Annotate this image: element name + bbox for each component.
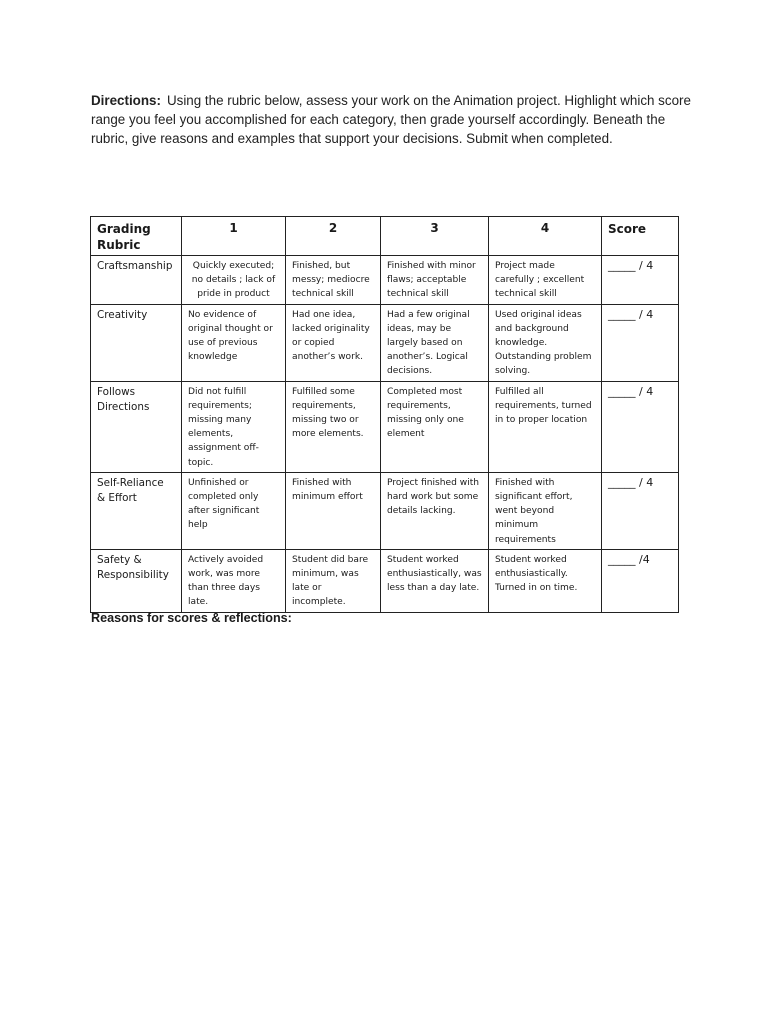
cell-creativity-2: Had one idea, lacked originality or copied another’s work.: [286, 304, 381, 381]
header-score-2: 2: [286, 217, 381, 256]
cell-self-reliance-4: Finished with significant effort, went beyond minimum requirements: [489, 472, 602, 549]
score-craftsmanship: _____ / 4: [602, 256, 679, 305]
score-creativity: _____ / 4: [602, 304, 679, 381]
directions-paragraph: [91, 91, 691, 148]
cell-craftsmanship-2: Finished, but messy; mediocre technical skill: [286, 256, 381, 305]
header-score-3: 3: [381, 217, 489, 256]
cell-safety-4: Student worked enthusiastically. Turned in on time.: [489, 549, 602, 612]
cell-self-reliance-1: Unfinished or completed only after significant help: [182, 472, 286, 549]
cell-self-reliance-3: Project finished with hard work but some details lacking.: [381, 472, 489, 549]
cell-craftsmanship-3: Finished with minor flaws; acceptable technical skill: [381, 256, 489, 305]
cell-safety-3: Student worked enthusiastically, was less than a day late.: [381, 549, 489, 612]
cell-follows-directions-4: Fulfilled all requirements, turned in to proper location: [489, 381, 602, 472]
category-self-reliance: Self-Reliance & Effort: [91, 472, 182, 549]
directions-label: Directions:: [91, 93, 161, 108]
cell-follows-directions-3: Completed most requirements, missing only one element: [381, 381, 489, 472]
cell-creativity-4: Used original ideas and background knowledge. Outstanding problem solving.: [489, 304, 602, 381]
cell-self-reliance-2: Finished with minimum effort: [286, 472, 381, 549]
score-follows-directions: _____ / 4: [602, 381, 679, 472]
category-craftsmanship: Craftsmanship: [91, 256, 182, 305]
directions-text: Using the rubric below, assess your work on the Animation project. Highlight which score range you feel you accomplished for each category, then grade yourself accordingly. Beneath the rubric, give reasons and examples that support your decisions. Submit when completed.: [91, 93, 691, 146]
rubric-row-follows-directions: [91, 381, 679, 472]
cell-creativity-3: Had a few original ideas, may be largely based on another’s. Logical decisions.: [381, 304, 489, 381]
header-grading-rubric: Grading Rubric: [91, 217, 182, 256]
score-self-reliance: _____ / 4: [602, 472, 679, 549]
header-score-4: 4: [489, 217, 602, 256]
cell-creativity-1: No evidence of original thought or use of previous knowledge: [182, 304, 286, 381]
cell-craftsmanship-1: Quickly executed; no details ; lack of pride in product: [182, 256, 286, 305]
category-follows-directions: Follows Directions: [91, 381, 182, 472]
rubric-row-creativity: [91, 304, 679, 381]
score-safety: _____ /4: [602, 549, 679, 612]
cell-follows-directions-1: Did not fulfill requirements; missing many elements, assignment off-topic.: [182, 381, 286, 472]
rubric-row-craftsmanship: [91, 256, 679, 305]
header-score-1: 1: [182, 217, 286, 256]
grading-rubric-table: [90, 216, 679, 613]
cell-craftsmanship-4: Project made carefully ; excellent technical skill: [489, 256, 602, 305]
category-creativity: Creativity: [91, 304, 182, 381]
cell-safety-1: Actively avoided work, was more than three days late.: [182, 549, 286, 612]
rubric-row-self-reliance: [91, 472, 679, 549]
rubric-row-safety: [91, 549, 679, 612]
category-safety: Safety & Responsibility: [91, 549, 182, 612]
cell-safety-2: Student did bare minimum, was late or incomplete.: [286, 549, 381, 612]
reasons-heading: Reasons for scores & reflections:: [91, 611, 292, 625]
cell-follows-directions-2: Fulfilled some requirements, missing two or more elements.: [286, 381, 381, 472]
header-score: Score: [602, 217, 679, 256]
rubric-header-row: [91, 217, 679, 256]
